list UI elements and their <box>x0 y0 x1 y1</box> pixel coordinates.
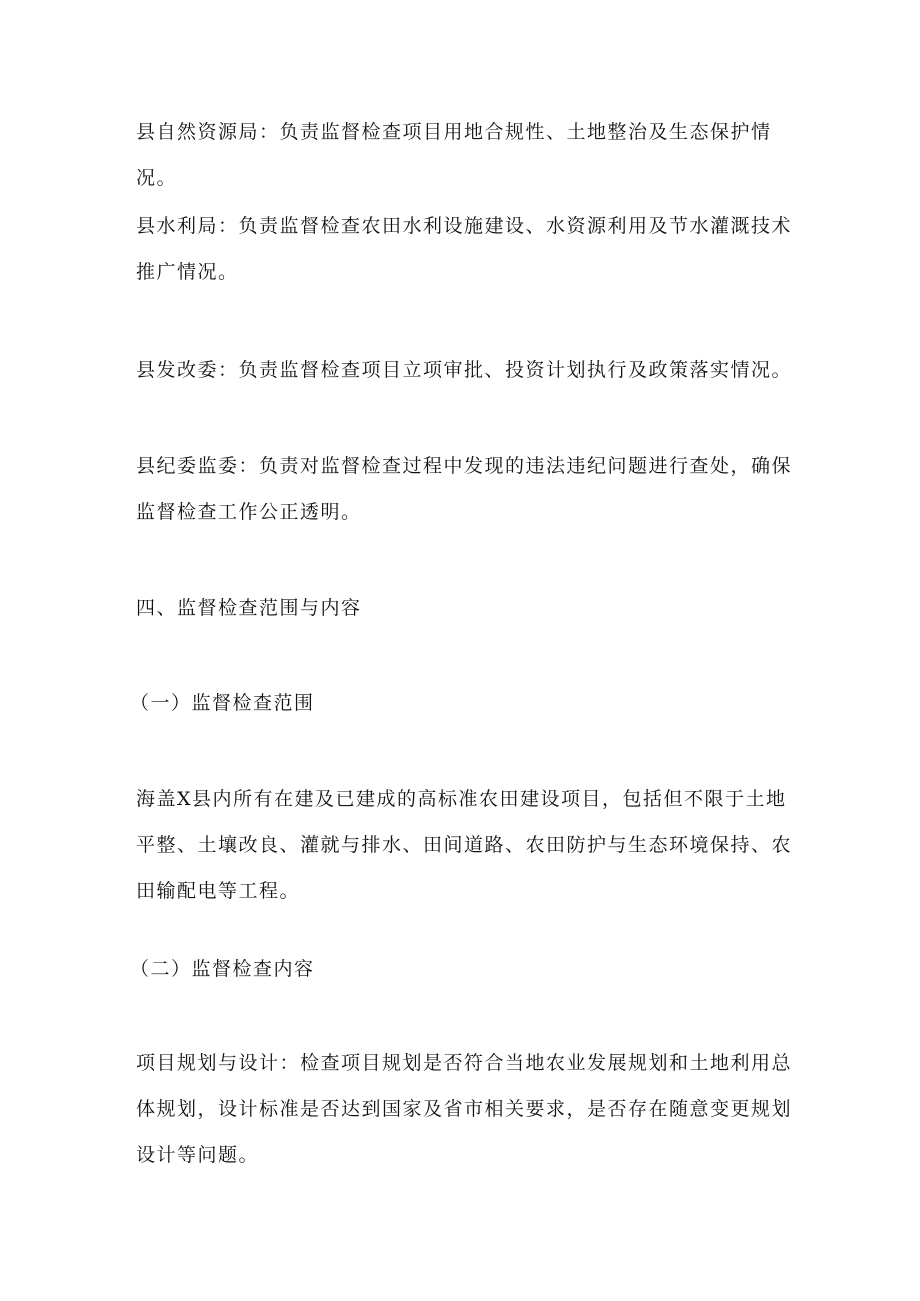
paragraph-development-reform-commission: 县发改委：负责监督检查项目立项审批、投资计划执行及政策落实情况。 <box>136 359 793 381</box>
paragraph-scope-text: 海盖X县内所有在建及已建成的高标准农田建设项目，包括但不限于土地平整、土壤改良、灌就与排水、田间道路、农田防护与生态环境保持、农田输配电等工程。 <box>136 788 793 902</box>
paragraph-planning-and-design: 项目规划与设计：检查项目规划是否符合当地农业发展规划和土地利用总体规划，设计标准是否达到国家及省市相关要求，是否存在随意变更规划设计等问题。 <box>136 1052 793 1166</box>
subheading-inspection-scope: （一）监督检查范围 <box>130 692 315 714</box>
paragraph-discipline-commission: 县纪委监委：负责对监督检查过程中发现的违法违纪问题进行查处，确保监督检查工作公正透明。 <box>136 455 793 523</box>
paragraph-water-resources-bureau: 县水利局：负责监督检查农田水利设施建设、水资源利用及节水灌溉技术推广情况。 <box>136 215 793 283</box>
paragraph-natural-resources-bureau: 县自然资源局：负责监督检查项目用地合规性、土地整治及生态保护情况。 <box>136 121 772 189</box>
subheading-inspection-content: （二）监督检查内容 <box>130 958 315 980</box>
section-heading-scope-and-content: 四、监督检查范围与内容 <box>136 597 362 619</box>
